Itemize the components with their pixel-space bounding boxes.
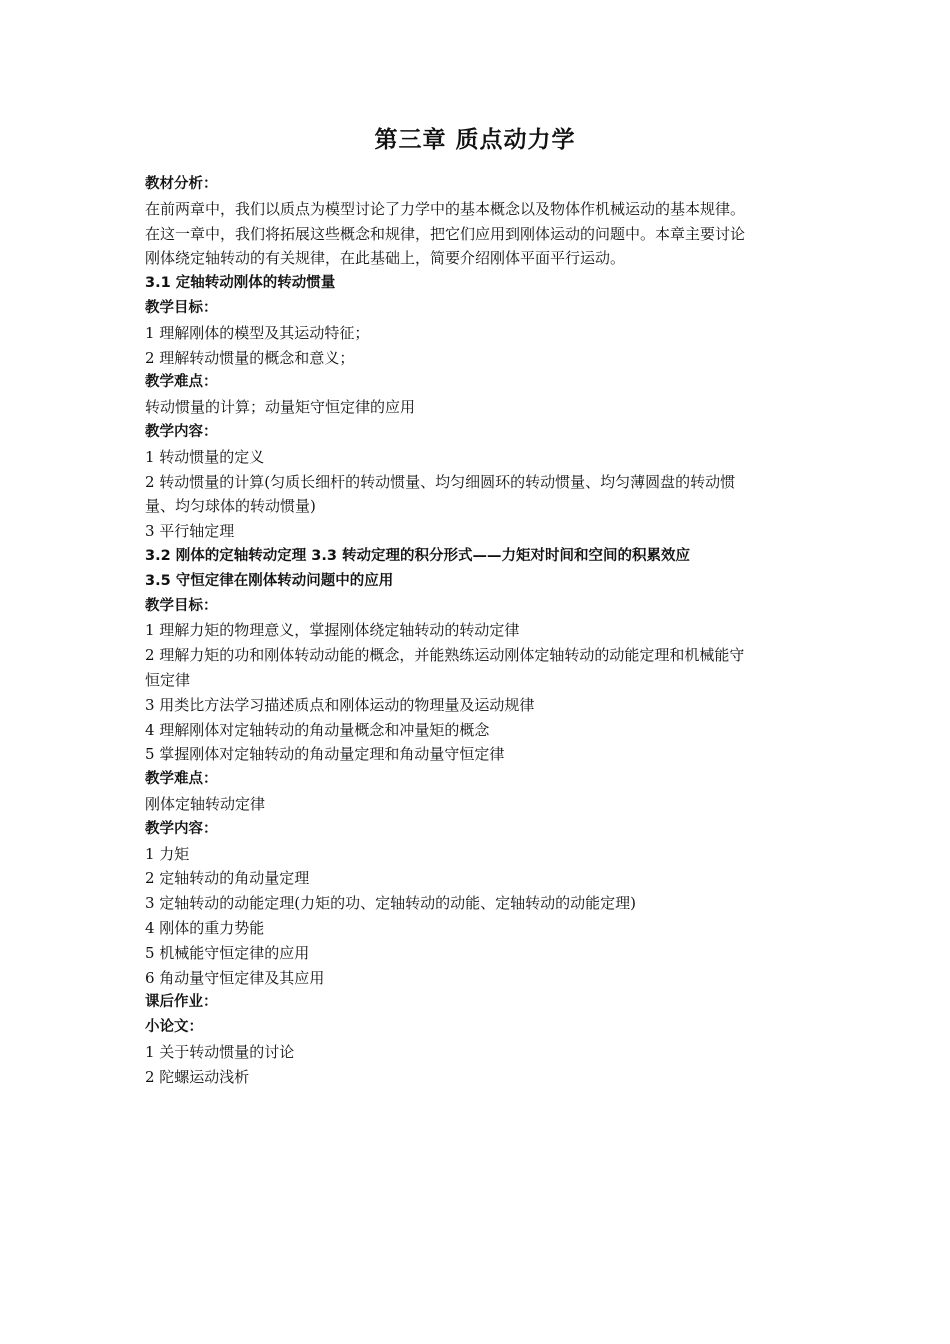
- section-heading: 小论文：: [145, 1019, 203, 1036]
- document-body: [145, 172, 813, 1089]
- body-line: 6 角动量守恒定律及其应用: [145, 968, 325, 987]
- chapter-title: 第三章 质点动力学: [374, 127, 576, 153]
- section-heading: 教学难点：: [145, 771, 218, 788]
- body-line: 刚体绕定轴转动的有关规律，在此基础上，简要介绍刚体平面平行运动。: [145, 249, 626, 268]
- body-line: 4 刚体的重力势能: [145, 918, 265, 937]
- body-line: 3 平行轴定理: [145, 522, 235, 541]
- section-heading: 3.1 定轴转动刚体的转动惯量: [145, 275, 336, 292]
- section-heading: 教学目标：: [145, 597, 218, 614]
- body-line: 在这一章中，我们将拓展这些概念和规律，把它们应用到刚体运动的问题中。本章主要讨论: [145, 224, 746, 243]
- body-line: 刚体定轴转动定律: [145, 794, 266, 813]
- section-heading: 教学难点：: [145, 374, 218, 391]
- body-line: 2 转动惯量的计算(匀质长细杆的转动惯量、均匀细圆环的转动惯量、均匀薄圆盘的转动惯: [145, 472, 736, 491]
- section-heading: 教学内容：: [145, 423, 218, 440]
- body-line: 3 用类比方法学习描述质点和刚体运动的物理量及运动规律: [145, 695, 535, 714]
- body-line: 转动惯量的计算；动量矩守恒定律的应用: [145, 398, 416, 417]
- body-line: 5 机械能守恒定律的应用: [145, 943, 310, 962]
- body-line: 4 理解刚体对定轴转动的角动量概念和冲量矩的概念: [145, 720, 490, 739]
- body-line: 2 理解转动惯量的概念和意义；: [145, 348, 355, 367]
- body-line: 2 陀螺运动浅析: [145, 1067, 250, 1086]
- body-line: 3 定轴转动的动能定理(力矩的功、定轴转动的动能、定轴转动的动能定理): [145, 894, 637, 913]
- body-line: 1 转动惯量的定义: [145, 447, 265, 466]
- body-line: 2 理解力矩的功和刚体转动动能的概念，并能熟练运动刚体定轴转动的动能定理和机械能守: [145, 646, 745, 665]
- body-line: 1 理解刚体的模型及其运动特征；: [145, 323, 370, 342]
- body-line: 1 力矩: [145, 844, 190, 863]
- body-line: 1 理解力矩的物理意义，掌握刚体绕定轴转动的转动定律: [145, 621, 520, 640]
- section-heading: 教学目标：: [145, 299, 218, 316]
- body-line: 2 定轴转动的角动量定理: [145, 869, 310, 888]
- body-line: 恒定律: [145, 670, 191, 689]
- body-line: 在前两章中，我们以质点为模型讨论了力学中的基本概念以及物体作机械运动的基本规律。: [145, 199, 746, 218]
- body-line: 1 关于转动惯量的讨论: [145, 1042, 295, 1061]
- section-heading: 教学内容：: [145, 820, 218, 837]
- section-heading: 教材分析：: [145, 176, 218, 192]
- section-heading: 3.2 刚体的定轴转动定理 3.3 转动定理的积分形式——力矩对时间和空间的积累效应: [145, 547, 691, 564]
- body-line: 量、均匀球体的转动惯量): [145, 497, 316, 516]
- section-heading: 3.5 守恒定律在刚体转动问题中的应用: [145, 572, 394, 589]
- body-line: 5 掌握刚体对定轴转动的角动量定理和角动量守恒定律: [145, 745, 505, 764]
- section-heading: 课后作业：: [145, 994, 218, 1011]
